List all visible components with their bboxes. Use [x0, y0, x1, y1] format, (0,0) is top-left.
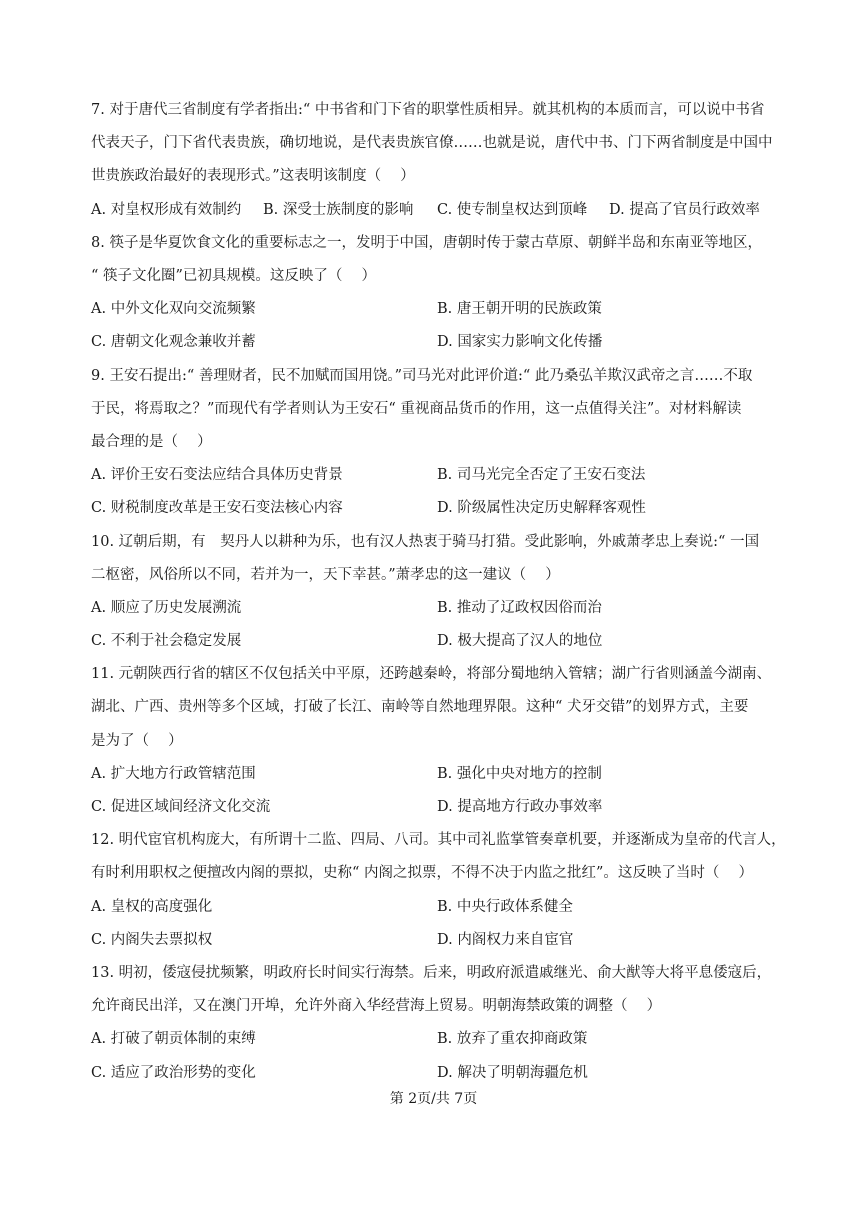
option-c: C. 使专制皇权达到顶峰: [437, 202, 588, 218]
option-b: B. 推动了辽政权因俗而治: [437, 600, 602, 616]
option-c: C. 财税制度改革是王安石变法核心内容: [91, 500, 343, 516]
question-text-line: 是为了（ ）: [91, 733, 183, 749]
option-b: B. 司马光完全否定了王安石变法: [437, 467, 646, 483]
option-a: A. 对皇权形成有效制约: [91, 202, 242, 218]
question-text-line: 11. 元朝陕西行省的辖区不仅包括关中平原，还跨越秦岭，将部分蜀地纳入管辖；湖广行省则涵盖今湖南、: [91, 666, 772, 682]
option-a: A. 皇权的高度强化: [91, 899, 213, 915]
option-d: D. 阶级属性决定历史解释客观性: [437, 500, 646, 516]
question-text-line: 于民，将焉取之？”而现代有学者则认为王安石“ 重视商品货币的作用，这一点值得关注”。对材料解读: [91, 401, 742, 417]
question-text-line: 代表天子，门下省代表贵族，确切地说，是代表贵族官僚……也就是说，唐代中书、门下两省制度是中国中: [91, 135, 773, 151]
option-b: B. 强化中央对地方的控制: [437, 766, 602, 782]
option-a: A. 打破了朝贡体制的束缚: [91, 1031, 256, 1047]
option-d: D. 解决了明朝海疆危机: [437, 1065, 588, 1081]
question-text-line: 湖北、广西、贵州等多个区域，打破了长江、南岭等自然地理界限。这种“ 犬牙交错”的划界方式，主要: [91, 699, 749, 715]
question-text-line: 最合理的是（ ）: [91, 434, 212, 450]
option-b: B. 唐王朝开明的民族政策: [437, 301, 602, 317]
question-text-line: 7. 对于唐代三省制度有学者指出:“ 中书省和门下省的职掌性质相异。就其机构的本质而言，可以说中书省: [91, 102, 765, 118]
option-a: A. 中外文化双向交流频繁: [91, 301, 256, 317]
option-b: B. 中央行政体系健全: [437, 899, 573, 915]
question-text-line: 10. 辽朝后期，有 契丹人以耕种为乐，也有汉人热衷于骑马打猎。受此影响，外戚萧孝忠上奏说:“ 一国: [91, 534, 760, 550]
option-c: C. 唐朝文化观念兼收并蓄: [91, 334, 256, 350]
option-d: D. 国家实力影响文化传播: [437, 334, 603, 350]
option-c: C. 促进区域间经济文化交流: [91, 799, 271, 815]
question-text-line: 13. 明初，倭寇侵扰频繁，明政府长时间实行海禁。后来，明政府派遣戚继光、俞大猷等大将平息倭寇后，: [91, 965, 772, 981]
page-number: 第 2页/共 7页: [389, 1091, 478, 1107]
question-text-line: 允许商民出洋，又在澳门开埠，允许外商入华经营海上贸易。明朝海禁政策的调整（ ）: [91, 998, 662, 1014]
option-b: B. 放弃了重农抑商政策: [437, 1031, 588, 1047]
option-d: D. 提高地方行政办事效率: [437, 799, 603, 815]
question-text-line: 世贵族政治最好的表现形式。”这表明该制度（ ）: [91, 168, 415, 184]
question-text-line: 8. 筷子是华夏饮食文化的重要标志之一，发明于中国，唐朝时传于蒙古草原、朝鲜半岛和东南亚等地区，: [91, 235, 762, 251]
option-d: D. 极大提高了汉人的地位: [437, 633, 603, 649]
option-b: B. 深受士族制度的影响: [263, 202, 414, 218]
question-text-line: 9. 王安石提出:“ 善理财者，民不加赋而国用饶。”司马光对此评价道:“ 此乃桑弘羊欺汉武帝之言……不取: [91, 368, 753, 384]
question-text-line: 二枢密，风俗所以不同，若并为一，天下幸甚。”萧孝忠的这一建议（ ）: [91, 567, 560, 583]
option-d: D. 内阁权力来自宦官: [437, 932, 574, 948]
option-a: A. 扩大地方行政管辖范围: [91, 766, 256, 782]
option-d: D. 提高了官员行政效率: [609, 202, 760, 218]
option-c: C. 内阁失去票拟权: [91, 932, 213, 948]
question-text-line: 12. 明代宦官机构庞大，有所谓十二监、四局、八司。其中司礼监掌管奏章机要，并逐渐成为皇帝的代言人，: [91, 832, 786, 848]
option-a: A. 评价王安石变法应结合具体历史背景: [91, 467, 343, 483]
option-c: C. 不利于社会稳定发展: [91, 633, 242, 649]
option-c: C. 适应了政治形势的变化: [91, 1065, 256, 1081]
question-text-line: “ 筷子文化圈”已初具规模。这反映了（ ）: [91, 268, 377, 284]
question-text-line: 有时利用职权之便擅改内阁的票拟，史称“ 内阁之拟票，不得不决于内监之批红”。这反映了当时（ ）: [91, 865, 754, 881]
option-a: A. 顺应了历史发展溯流: [91, 600, 242, 616]
